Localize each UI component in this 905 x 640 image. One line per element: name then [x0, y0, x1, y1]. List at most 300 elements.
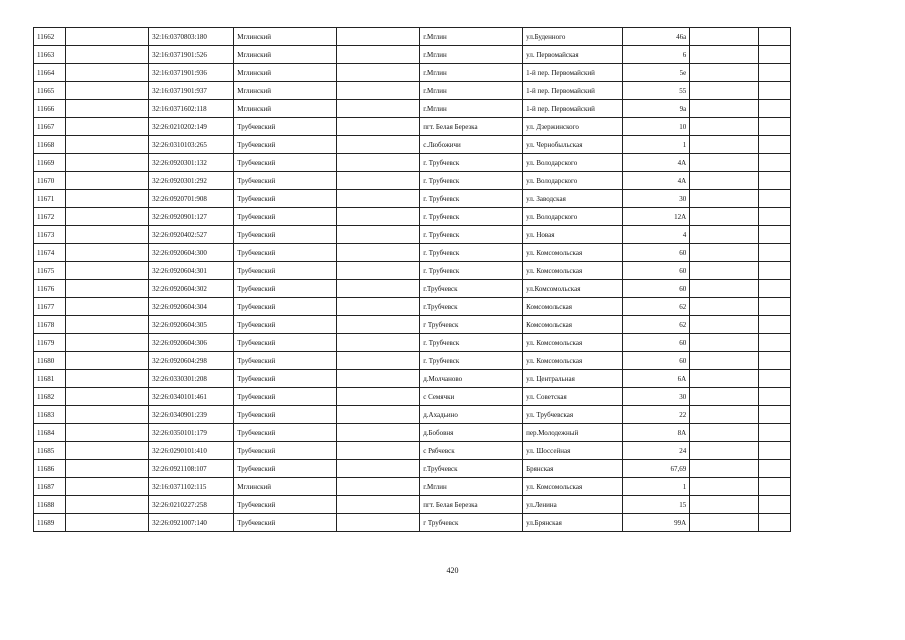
empty-cell — [337, 262, 420, 280]
street-cell: ул. Комсомольская — [523, 244, 623, 262]
cadastral-number-cell: 32:26:0310103:265 — [149, 136, 234, 154]
cadastral-number-cell: 32:26:0290101:410 — [149, 442, 234, 460]
extra-cell — [690, 100, 759, 118]
district-cell: Трубчевский — [234, 136, 337, 154]
district-cell: Трубчевский — [234, 226, 337, 244]
table-row — [34, 478, 791, 496]
settlement-cell: г.Мглин — [420, 478, 523, 496]
empty-cell — [337, 280, 420, 298]
street-cell: ул. Комсомольская — [523, 352, 623, 370]
spacer-cell — [66, 406, 149, 424]
cadastral-number-cell: 32:26:0920701:908 — [149, 190, 234, 208]
empty-cell — [337, 388, 420, 406]
empty-cell — [337, 172, 420, 190]
street-cell: ул. Новая — [523, 226, 623, 244]
district-cell: Трубчевский — [234, 442, 337, 460]
house-number-cell: 30 — [622, 190, 690, 208]
district-cell: Трубчевский — [234, 388, 337, 406]
table-row — [34, 190, 791, 208]
extra-cell — [690, 190, 759, 208]
row-number-cell: 11664 — [34, 64, 66, 82]
district-cell: Мглинский — [234, 478, 337, 496]
spacer-cell — [66, 190, 149, 208]
settlement-cell: г.Трубчевск — [420, 298, 523, 316]
house-number-cell: 4 — [622, 226, 690, 244]
extra-cell — [758, 388, 790, 406]
extra-cell — [758, 28, 790, 46]
row-number-cell: 11675 — [34, 262, 66, 280]
row-number-cell: 11680 — [34, 352, 66, 370]
settlement-cell: г. Трубчевск — [420, 352, 523, 370]
street-cell: 1-й пер. Первомайский — [523, 82, 623, 100]
extra-cell — [758, 46, 790, 64]
spacer-cell — [66, 388, 149, 406]
extra-cell — [758, 208, 790, 226]
table-row — [34, 280, 791, 298]
extra-cell — [690, 46, 759, 64]
table-row — [34, 370, 791, 388]
empty-cell — [337, 442, 420, 460]
row-number-cell: 11674 — [34, 244, 66, 262]
page-number: 420 — [446, 566, 459, 575]
row-number-cell: 11670 — [34, 172, 66, 190]
street-cell: ул. Володарского — [523, 208, 623, 226]
table-row — [34, 442, 791, 460]
settlement-cell: г. Трубчевск — [420, 244, 523, 262]
extra-cell — [690, 352, 759, 370]
extra-cell — [690, 154, 759, 172]
row-number-cell: 11663 — [34, 46, 66, 64]
table-row — [34, 208, 791, 226]
empty-cell — [337, 370, 420, 388]
row-number-cell: 11669 — [34, 154, 66, 172]
spacer-cell — [66, 118, 149, 136]
house-number-cell: 4А — [622, 172, 690, 190]
row-number-cell: 11684 — [34, 424, 66, 442]
empty-cell — [337, 154, 420, 172]
spacer-cell — [66, 46, 149, 64]
district-cell: Трубчевский — [234, 118, 337, 136]
spacer-cell — [66, 370, 149, 388]
district-cell: Трубчевский — [234, 406, 337, 424]
cadastral-number-cell: 32:26:0921108:107 — [149, 460, 234, 478]
district-cell: Трубчевский — [234, 424, 337, 442]
extra-cell — [758, 514, 790, 532]
settlement-cell: г. Трубчевск — [420, 226, 523, 244]
street-cell: 1-й пер. Первомайский — [523, 100, 623, 118]
house-number-cell: 60 — [622, 334, 690, 352]
cadastral-number-cell: 32:26:0920901:127 — [149, 208, 234, 226]
district-cell: Трубчевский — [234, 334, 337, 352]
extra-cell — [758, 190, 790, 208]
settlement-cell: д.Бобовня — [420, 424, 523, 442]
extra-cell — [758, 316, 790, 334]
settlement-cell: г. Трубчевск — [420, 154, 523, 172]
district-cell: Мглинский — [234, 82, 337, 100]
spacer-cell — [66, 496, 149, 514]
extra-cell — [758, 460, 790, 478]
extra-cell — [690, 478, 759, 496]
table-row — [34, 82, 791, 100]
house-number-cell: 60 — [622, 352, 690, 370]
cadastral-number-cell: 32:26:0340901:239 — [149, 406, 234, 424]
spacer-cell — [66, 136, 149, 154]
row-number-cell: 11662 — [34, 28, 66, 46]
extra-cell — [758, 442, 790, 460]
street-cell: ул. Володарского — [523, 154, 623, 172]
house-number-cell: 6А — [622, 370, 690, 388]
settlement-cell: пгт. Белая Березка — [420, 496, 523, 514]
extra-cell — [690, 370, 759, 388]
empty-cell — [337, 514, 420, 532]
house-number-cell: 67,69 — [622, 460, 690, 478]
spacer-cell — [66, 208, 149, 226]
table-row — [34, 226, 791, 244]
street-cell: ул. Первомайская — [523, 46, 623, 64]
registry-table — [33, 27, 791, 532]
extra-cell — [758, 406, 790, 424]
table-row — [34, 460, 791, 478]
cadastral-number-cell: 32:26:0920604:300 — [149, 244, 234, 262]
cadastral-number-cell: 32:16:0371901:937 — [149, 82, 234, 100]
extra-cell — [758, 424, 790, 442]
district-cell: Мглинский — [234, 28, 337, 46]
row-number-cell: 11672 — [34, 208, 66, 226]
street-cell: ул. Комсомольская — [523, 262, 623, 280]
table-row — [34, 64, 791, 82]
empty-cell — [337, 406, 420, 424]
spacer-cell — [66, 280, 149, 298]
settlement-cell: г Трубчевск — [420, 316, 523, 334]
house-number-cell: 99А — [622, 514, 690, 532]
cadastral-number-cell: 32:26:0340101:461 — [149, 388, 234, 406]
house-number-cell: 62 — [622, 298, 690, 316]
table-row — [34, 262, 791, 280]
spacer-cell — [66, 316, 149, 334]
extra-cell — [690, 64, 759, 82]
cadastral-number-cell: 32:26:0920604:304 — [149, 298, 234, 316]
empty-cell — [337, 190, 420, 208]
house-number-cell: 1 — [622, 478, 690, 496]
spacer-cell — [66, 460, 149, 478]
extra-cell — [690, 496, 759, 514]
cadastral-number-cell: 32:26:0920402:527 — [149, 226, 234, 244]
street-cell: ул. Центральная — [523, 370, 623, 388]
district-cell: Мглинский — [234, 46, 337, 64]
extra-cell — [758, 280, 790, 298]
row-number-cell: 11689 — [34, 514, 66, 532]
house-number-cell: 55 — [622, 82, 690, 100]
street-cell: ул. Заводская — [523, 190, 623, 208]
extra-cell — [690, 208, 759, 226]
spacer-cell — [66, 154, 149, 172]
spacer-cell — [66, 478, 149, 496]
empty-cell — [337, 226, 420, 244]
extra-cell — [690, 298, 759, 316]
street-cell: Комсомольская — [523, 298, 623, 316]
district-cell: Трубчевский — [234, 370, 337, 388]
empty-cell — [337, 298, 420, 316]
house-number-cell: 5е — [622, 64, 690, 82]
extra-cell — [758, 118, 790, 136]
cadastral-number-cell: 32:26:0330301:208 — [149, 370, 234, 388]
row-number-cell: 11676 — [34, 280, 66, 298]
settlement-cell: г.Мглин — [420, 64, 523, 82]
empty-cell — [337, 496, 420, 514]
extra-cell — [758, 172, 790, 190]
row-number-cell: 11682 — [34, 388, 66, 406]
row-number-cell: 11668 — [34, 136, 66, 154]
table-row — [34, 316, 791, 334]
extra-cell — [690, 82, 759, 100]
empty-cell — [337, 46, 420, 64]
settlement-cell: г Трубчевск — [420, 514, 523, 532]
house-number-cell: 24 — [622, 442, 690, 460]
cadastral-number-cell: 32:16:0371901:526 — [149, 46, 234, 64]
table-row — [34, 172, 791, 190]
cadastral-number-cell: 32:26:0210202:149 — [149, 118, 234, 136]
district-cell: Трубчевский — [234, 298, 337, 316]
extra-cell — [690, 406, 759, 424]
table-row — [34, 424, 791, 442]
extra-cell — [690, 244, 759, 262]
empty-cell — [337, 28, 420, 46]
street-cell: Брянская — [523, 460, 623, 478]
extra-cell — [758, 100, 790, 118]
extra-cell — [758, 64, 790, 82]
street-cell: ул. Чернобыльская — [523, 136, 623, 154]
spacer-cell — [66, 442, 149, 460]
table-row — [34, 514, 791, 532]
extra-cell — [758, 298, 790, 316]
street-cell: ул.Буденного — [523, 28, 623, 46]
street-cell: ул. Дзержинского — [523, 118, 623, 136]
extra-cell — [690, 388, 759, 406]
row-number-cell: 11685 — [34, 442, 66, 460]
district-cell: Трубчевский — [234, 496, 337, 514]
spacer-cell — [66, 64, 149, 82]
house-number-cell: 60 — [622, 244, 690, 262]
row-number-cell: 11667 — [34, 118, 66, 136]
row-number-cell: 11665 — [34, 82, 66, 100]
settlement-cell: г. Трубчевск — [420, 190, 523, 208]
row-number-cell: 11683 — [34, 406, 66, 424]
district-cell: Трубчевский — [234, 172, 337, 190]
spacer-cell — [66, 28, 149, 46]
spacer-cell — [66, 262, 149, 280]
row-number-cell: 11688 — [34, 496, 66, 514]
settlement-cell: с Рябчевск — [420, 442, 523, 460]
house-number-cell: 10 — [622, 118, 690, 136]
row-number-cell: 11686 — [34, 460, 66, 478]
cadastral-number-cell: 32:26:0920604:305 — [149, 316, 234, 334]
district-cell: Трубчевский — [234, 244, 337, 262]
table-row — [34, 118, 791, 136]
extra-cell — [690, 28, 759, 46]
house-number-cell: 9а — [622, 100, 690, 118]
table-row — [34, 100, 791, 118]
district-cell: Мглинский — [234, 64, 337, 82]
spacer-cell — [66, 100, 149, 118]
settlement-cell: г. Трубчевск — [420, 262, 523, 280]
empty-cell — [337, 460, 420, 478]
settlement-cell: г. Трубчевск — [420, 172, 523, 190]
extra-cell — [758, 370, 790, 388]
row-number-cell: 11671 — [34, 190, 66, 208]
cadastral-number-cell: 32:26:0920604:301 — [149, 262, 234, 280]
house-number-cell: 12А — [622, 208, 690, 226]
spacer-cell — [66, 352, 149, 370]
district-cell: Трубчевский — [234, 316, 337, 334]
settlement-cell: г.Мглин — [420, 46, 523, 64]
extra-cell — [690, 460, 759, 478]
settlement-cell: г.Мглин — [420, 28, 523, 46]
house-number-cell: 60 — [622, 280, 690, 298]
extra-cell — [690, 226, 759, 244]
empty-cell — [337, 208, 420, 226]
table-row — [34, 244, 791, 262]
extra-cell — [758, 154, 790, 172]
spacer-cell — [66, 514, 149, 532]
row-number-cell: 11678 — [34, 316, 66, 334]
street-cell: ул.Комсомольская — [523, 280, 623, 298]
house-number-cell: 30 — [622, 388, 690, 406]
house-number-cell: 1 — [622, 136, 690, 154]
street-cell: Комсомольская — [523, 316, 623, 334]
spacer-cell — [66, 172, 149, 190]
extra-cell — [758, 478, 790, 496]
extra-cell — [690, 334, 759, 352]
house-number-cell: 4А — [622, 154, 690, 172]
spacer-cell — [66, 334, 149, 352]
cadastral-number-cell: 32:16:0370803:180 — [149, 28, 234, 46]
extra-cell — [758, 244, 790, 262]
house-number-cell: 60 — [622, 262, 690, 280]
cadastral-number-cell: 32:16:0371602:118 — [149, 100, 234, 118]
street-cell: 1-й пер. Первомайский — [523, 64, 623, 82]
settlement-cell: с Семячки — [420, 388, 523, 406]
table-row — [34, 496, 791, 514]
empty-cell — [337, 478, 420, 496]
settlement-cell: с.Любожичи — [420, 136, 523, 154]
cadastral-number-cell: 32:26:0920604:298 — [149, 352, 234, 370]
row-number-cell: 11666 — [34, 100, 66, 118]
empty-cell — [337, 316, 420, 334]
extra-cell — [758, 226, 790, 244]
extra-cell — [690, 442, 759, 460]
row-number-cell: 11677 — [34, 298, 66, 316]
house-number-cell: 8А — [622, 424, 690, 442]
extra-cell — [758, 82, 790, 100]
cadastral-number-cell: 32:16:0371102:115 — [149, 478, 234, 496]
empty-cell — [337, 64, 420, 82]
cadastral-number-cell: 32:26:0350101:179 — [149, 424, 234, 442]
row-number-cell: 11687 — [34, 478, 66, 496]
empty-cell — [337, 82, 420, 100]
district-cell: Трубчевский — [234, 262, 337, 280]
settlement-cell: г.Мглин — [420, 82, 523, 100]
cadastral-number-cell: 32:26:0210227:258 — [149, 496, 234, 514]
spacer-cell — [66, 82, 149, 100]
street-cell: ул. Володарского — [523, 172, 623, 190]
settlement-cell: г.Трубчевск — [420, 460, 523, 478]
empty-cell — [337, 100, 420, 118]
district-cell: Трубчевский — [234, 190, 337, 208]
district-cell: Трубчевский — [234, 460, 337, 478]
street-cell: ул.Ленина — [523, 496, 623, 514]
street-cell: ул.Брянская — [523, 514, 623, 532]
street-cell: ул. Шоссейная — [523, 442, 623, 460]
extra-cell — [690, 514, 759, 532]
extra-cell — [758, 136, 790, 154]
extra-cell — [690, 424, 759, 442]
extra-cell — [690, 262, 759, 280]
table-row — [34, 154, 791, 172]
street-cell: ул. Советская — [523, 388, 623, 406]
extra-cell — [690, 118, 759, 136]
spacer-cell — [66, 424, 149, 442]
extra-cell — [758, 352, 790, 370]
settlement-cell: г.Трубчевск — [420, 280, 523, 298]
extra-cell — [690, 172, 759, 190]
empty-cell — [337, 118, 420, 136]
extra-cell — [690, 316, 759, 334]
row-number-cell: 11673 — [34, 226, 66, 244]
cadastral-number-cell: 32:26:0920301:132 — [149, 154, 234, 172]
row-number-cell: 11679 — [34, 334, 66, 352]
district-cell: Трубчевский — [234, 208, 337, 226]
settlement-cell: г. Трубчевск — [420, 208, 523, 226]
cadastral-number-cell: 32:16:0371901:936 — [149, 64, 234, 82]
table-row — [34, 46, 791, 64]
cadastral-number-cell: 32:26:0920604:306 — [149, 334, 234, 352]
settlement-cell: г.Мглин — [420, 100, 523, 118]
district-cell: Мглинский — [234, 100, 337, 118]
table-row — [34, 28, 791, 46]
district-cell: Трубчевский — [234, 514, 337, 532]
house-number-cell: 15 — [622, 496, 690, 514]
district-cell: Трубчевский — [234, 352, 337, 370]
street-cell: ул. Комсомольская — [523, 478, 623, 496]
settlement-cell: г. Трубчевск — [420, 334, 523, 352]
registry-table-body — [34, 28, 791, 532]
district-cell: Трубчевский — [234, 154, 337, 172]
house-number-cell: 6 — [622, 46, 690, 64]
cadastral-number-cell: 32:26:0920301:292 — [149, 172, 234, 190]
extra-cell — [690, 280, 759, 298]
district-cell: Трубчевский — [234, 280, 337, 298]
empty-cell — [337, 244, 420, 262]
table-row — [34, 136, 791, 154]
street-cell: ул. Комсомольская — [523, 334, 623, 352]
extra-cell — [758, 496, 790, 514]
settlement-cell: пгт. Белая Березка — [420, 118, 523, 136]
spacer-cell — [66, 226, 149, 244]
empty-cell — [337, 424, 420, 442]
spacer-cell — [66, 298, 149, 316]
extra-cell — [758, 262, 790, 280]
settlement-cell: д.Ахадьино — [420, 406, 523, 424]
empty-cell — [337, 334, 420, 352]
table-row — [34, 298, 791, 316]
street-cell: пер.Молодежный — [523, 424, 623, 442]
row-number-cell: 11681 — [34, 370, 66, 388]
settlement-cell: д.Молчаново — [420, 370, 523, 388]
table-row — [34, 388, 791, 406]
house-number-cell: 62 — [622, 316, 690, 334]
table-row — [34, 406, 791, 424]
table-row — [34, 352, 791, 370]
